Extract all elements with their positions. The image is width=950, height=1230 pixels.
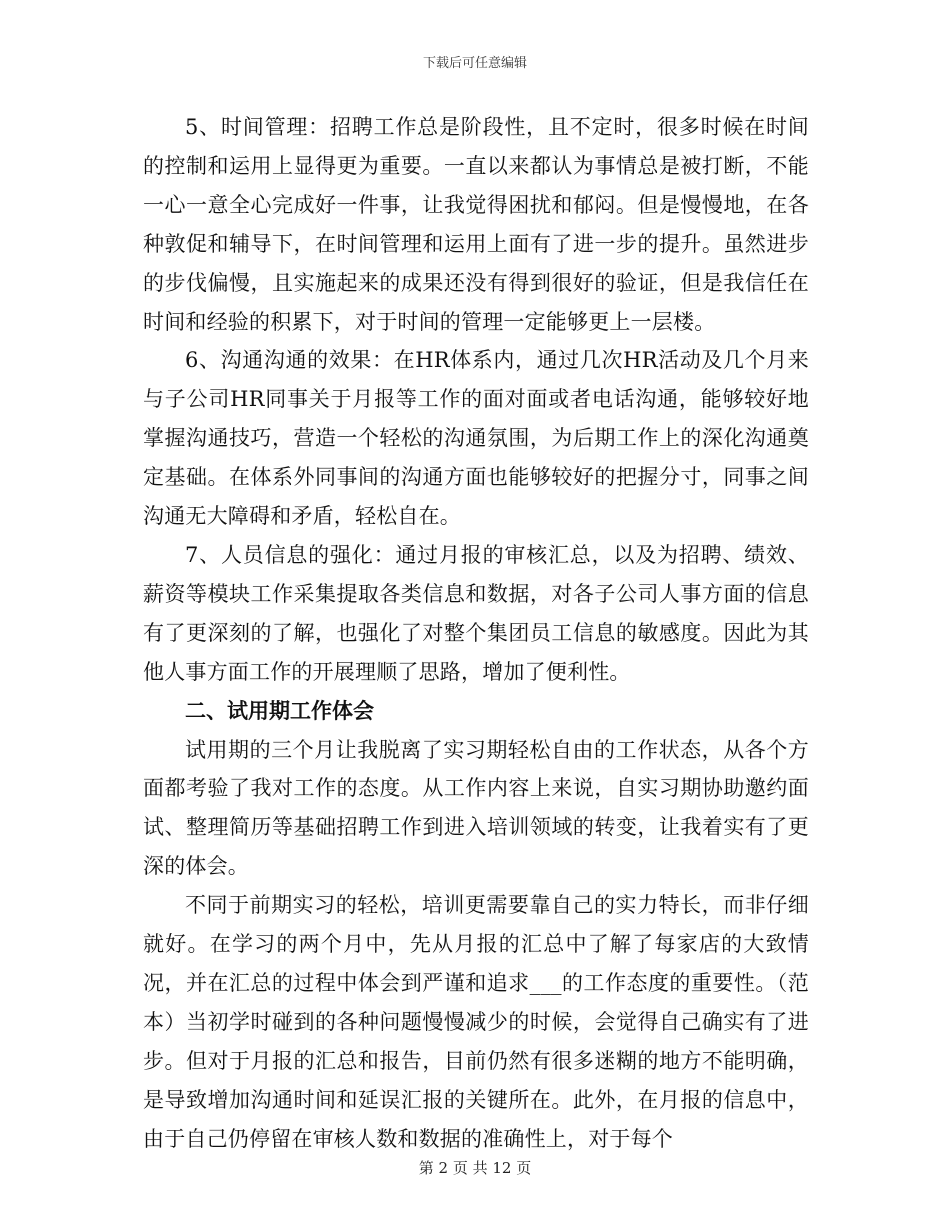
paragraph-probation-intro: 试用期的三个月让我脱离了实习期轻松自由的工作状态，从各个方面都考验了我对工作的态度。从工作内容上来说，自实习期协助邀约面试、整理简历等基础招聘工作到进入培训领域的转变，让我着实有了更深的体会。 (143, 737, 809, 879)
paragraph-training: 不同于前期实习的轻松，培训更需要靠自己的实力特长，而非仔细就好。在学习的两个月中，先从月报的汇总中了解了每家店的大致情况，并在汇总的过程中体会到严谨和追求___的工作态度的重要性。（范本）当初学时碰到的各种问题慢慢减少的时候，会觉得自己确实有了进步。但对于月报的汇总和报告，目前仍然有很多迷糊的地方不能明确，是导致增加沟通时间和延误汇报的关键所在。此外，在月报的信息中，由于自己仍停留在审核人数和数据的准确性上，对于每个 (143, 893, 809, 1151)
page-header: 下载后可任意编辑 (422, 56, 527, 71)
page-number: 第 2 页 共 12 页 (418, 1159, 532, 1177)
paragraph-communication: 6、沟通沟通的效果：在HR体系内，通过几次HR活动及几个月来与子公司HR同事关于月报等工作的面对面或者电话沟通，能够较好地掌握沟通技巧，营造一个轻松的沟通氛围，为后期工作上的深化沟通奠定基础。在体系外同事间的沟通方面也能够较好的把握分寸，同事之间沟通无大障碍和矛盾，轻松自在。 (143, 348, 809, 529)
document-body (143, 108, 809, 1158)
section-heading-probation: 二、试用期工作体会 (185, 698, 374, 723)
paragraph-time-management: 5、时间管理：招聘工作总是阶段性，且不定时，很多时候在时间的控制和运用上显得更为重要。一直以来都认为事情总是被打断，不能一心一意全心完成好一件事，让我觉得困扰和郁闷。但是慢慢地，在各种敦促和辅导下，在时间管理和运用上面有了进一步的提升。虽然进步的步伐偏慢，且实施起来的成果还没有得到很好的验证，但是我信任在时间和经验的积累下，对于时间的管理一定能够更上一层楼。 (143, 115, 809, 334)
paragraph-staff-info: 7、人员信息的强化：通过月报的审核汇总，以及为招聘、绩效、薪资等模块工作采集提取各类信息和数据，对各子公司人事方面的信息有了更深刻的了解，也强化了对整个集团员工信息的敏感度。因此为其他人事方面工作的开展理顺了思路，增加了便利性。 (143, 542, 809, 684)
